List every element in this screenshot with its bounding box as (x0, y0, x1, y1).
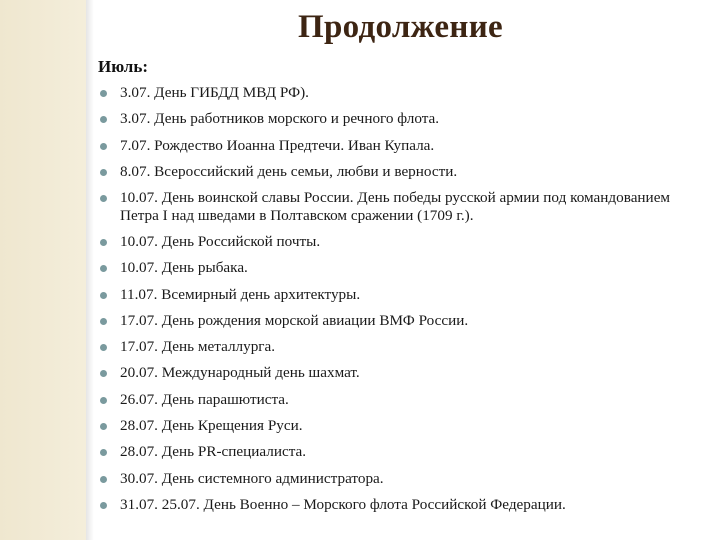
slide-content (96, 0, 711, 540)
decorative-left-shadow (86, 0, 94, 540)
bullet-icon (100, 143, 107, 150)
list-item (96, 338, 696, 356)
list-item (96, 470, 696, 488)
list-item-text: 10.07. День Российской почты. (120, 232, 321, 250)
list-item (96, 84, 696, 102)
list-item (96, 163, 696, 181)
bullet-icon (100, 265, 107, 272)
list-item-text: 26.07. День парашютиста. (120, 390, 289, 408)
list-item-text: 31.07. 25.07. День Военно – Морского флота Российской Федерации. (120, 495, 566, 513)
month-heading: Июль: (98, 57, 148, 76)
list-item (96, 391, 696, 409)
holiday-list (96, 84, 696, 522)
list-item-text: 3.07. День работников морского и речного флота. (120, 110, 440, 128)
list-item-text: 3.07. День ГИБДД МВД РФ). (120, 84, 309, 101)
list-item-text: 8.07. Всероссийский день семьи, любви и верности. (120, 162, 458, 180)
list-item (96, 286, 696, 304)
list-item (96, 137, 696, 155)
bullet-icon (100, 370, 107, 377)
bullet-icon (100, 502, 107, 509)
list-item-text: 11.07. Всемирный день архитектуры. (120, 285, 361, 303)
list-item (96, 417, 696, 435)
bullet-icon (100, 397, 107, 404)
list-item-text: 20.07. Международный день шахмат. (120, 364, 360, 382)
list-item-text: 28.07. День Крещения Руси. (120, 417, 303, 435)
list-item-text: 30.07. День системного администратора. (120, 469, 384, 487)
list-item-text: 17.07. День рождения морской авиации ВМФ России. (120, 311, 469, 329)
list-item (96, 189, 696, 224)
list-item (96, 496, 696, 514)
bullet-icon (100, 344, 107, 351)
decorative-left-band (0, 0, 86, 540)
bullet-icon (100, 318, 107, 325)
list-item-text: 17.07. День металлурга. (120, 338, 276, 356)
bullet-icon (100, 449, 107, 456)
list-item (96, 312, 696, 330)
list-item-text: 10.07. День воинской славы России. День победы русской армии под командованием Петра I над шведами в Полтавском сражении (1709 г.). (120, 189, 671, 224)
list-item-text: 10.07. День рыбака. (120, 259, 248, 277)
page-title: Продолжение (298, 9, 503, 45)
bullet-icon (100, 423, 107, 430)
list-item-text: 28.07. День PR-специалиста. (120, 443, 307, 461)
bullet-icon (100, 195, 107, 202)
list-item (96, 259, 696, 277)
bullet-icon (100, 239, 107, 246)
bullet-icon (100, 116, 107, 123)
list-item-text: 7.07. Рождество Иоанна Предтечи. Иван Купала. (120, 136, 435, 154)
bullet-icon (100, 476, 107, 483)
list-item (96, 364, 696, 382)
list-item (96, 110, 696, 128)
bullet-icon (100, 292, 107, 299)
list-item (96, 443, 696, 461)
list-item (96, 233, 696, 251)
bullet-icon (100, 90, 107, 97)
bullet-icon (100, 169, 107, 176)
